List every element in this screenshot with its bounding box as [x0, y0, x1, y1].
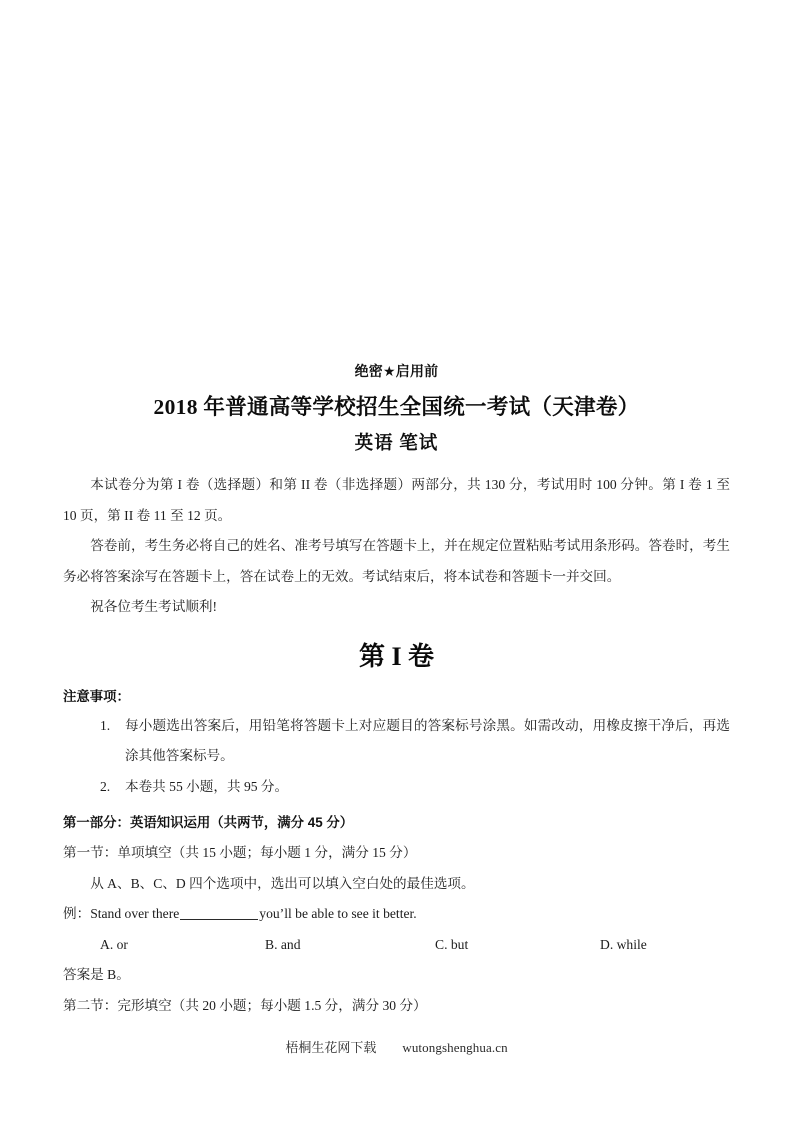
- example-question: [63, 899, 730, 930]
- option-b[interactable]: B. and: [265, 936, 301, 952]
- example-sentence-after: you’ll be able to see it better.: [259, 906, 417, 921]
- classified-notice: 绝密★启用前: [354, 363, 439, 379]
- footer-site-domain: wutongshenghua.cn: [402, 1040, 508, 1055]
- answer-blank-rule: [180, 919, 258, 920]
- example-sentence-before: Stand over there: [90, 906, 180, 921]
- volume-heading: 第 I 卷: [358, 641, 435, 671]
- example-label: 例：: [63, 906, 91, 921]
- page-footer: [0, 1038, 793, 1058]
- list-item-number: 2.: [100, 778, 111, 794]
- option-a[interactable]: A. or: [100, 936, 128, 952]
- list-item-text: 每小题选出答案后，用铅笔将答题卡上对应题目的答案标号涂黑。如需改动，用橡皮擦干净后，再选涂其他答案标号。: [125, 717, 730, 763]
- list-item-text: 本卷共 55 小题，共 95 分。: [125, 778, 289, 794]
- page-title: 2018 年普通高等学校招生全国统一考试（天津卷）: [153, 395, 640, 419]
- top-blank-area: [63, 0, 730, 362]
- footer-site-name: 梧桐生花网下载: [285, 1040, 377, 1055]
- notice-list: [63, 711, 730, 803]
- example-answer: 答案是 B。: [63, 967, 130, 982]
- option-d[interactable]: D. while: [600, 936, 647, 952]
- list-item: [63, 711, 730, 772]
- example-options-row: [63, 930, 730, 961]
- option-c[interactable]: C. but: [435, 936, 469, 952]
- document-content-column: [63, 0, 730, 1021]
- intro-paragraph-instructions: 答卷前，考生务必将自己的姓名、准考号填写在答题卡上，并在规定位置粘贴考试用条形码。答卷时，考生务必将答案涂写在答题卡上，答在试卷上的无效。考试结束后，将本试卷和答题卡一并交回。: [63, 538, 730, 584]
- section-two-title: 第二节：完形填空（共 20 小题；每小题 1.5 分，满分 30 分）: [63, 997, 427, 1013]
- section-one-title: 第一节：单项填空（共 15 小题；每小题 1 分，满分 15 分）: [63, 845, 417, 860]
- list-item-number: 1.: [100, 717, 111, 733]
- part-one-heading: 第一部分：英语知识运用（共两节，满分 45 分）: [63, 815, 354, 830]
- title-body-gap: [63, 457, 730, 470]
- notice-heading: 注意事项：: [63, 688, 130, 704]
- subject-title: 英语 笔试: [354, 434, 439, 454]
- intro-paragraph-wishes: 祝各位考生考试顺利!: [90, 599, 218, 614]
- section-one-instruction: 从 A、B、C、D 四个选项中，选出可以填入空白处的最佳选项。: [90, 875, 475, 891]
- intro-paragraph-structure: 本试卷分为第 I 卷（选择题）和第 II 卷（非选择题）两部分，共 130 分，考试用时 100 分钟。第 I 卷 1 至 10 页，第 II 卷 11 至 12 页。: [63, 477, 730, 523]
- list-item: [63, 772, 730, 803]
